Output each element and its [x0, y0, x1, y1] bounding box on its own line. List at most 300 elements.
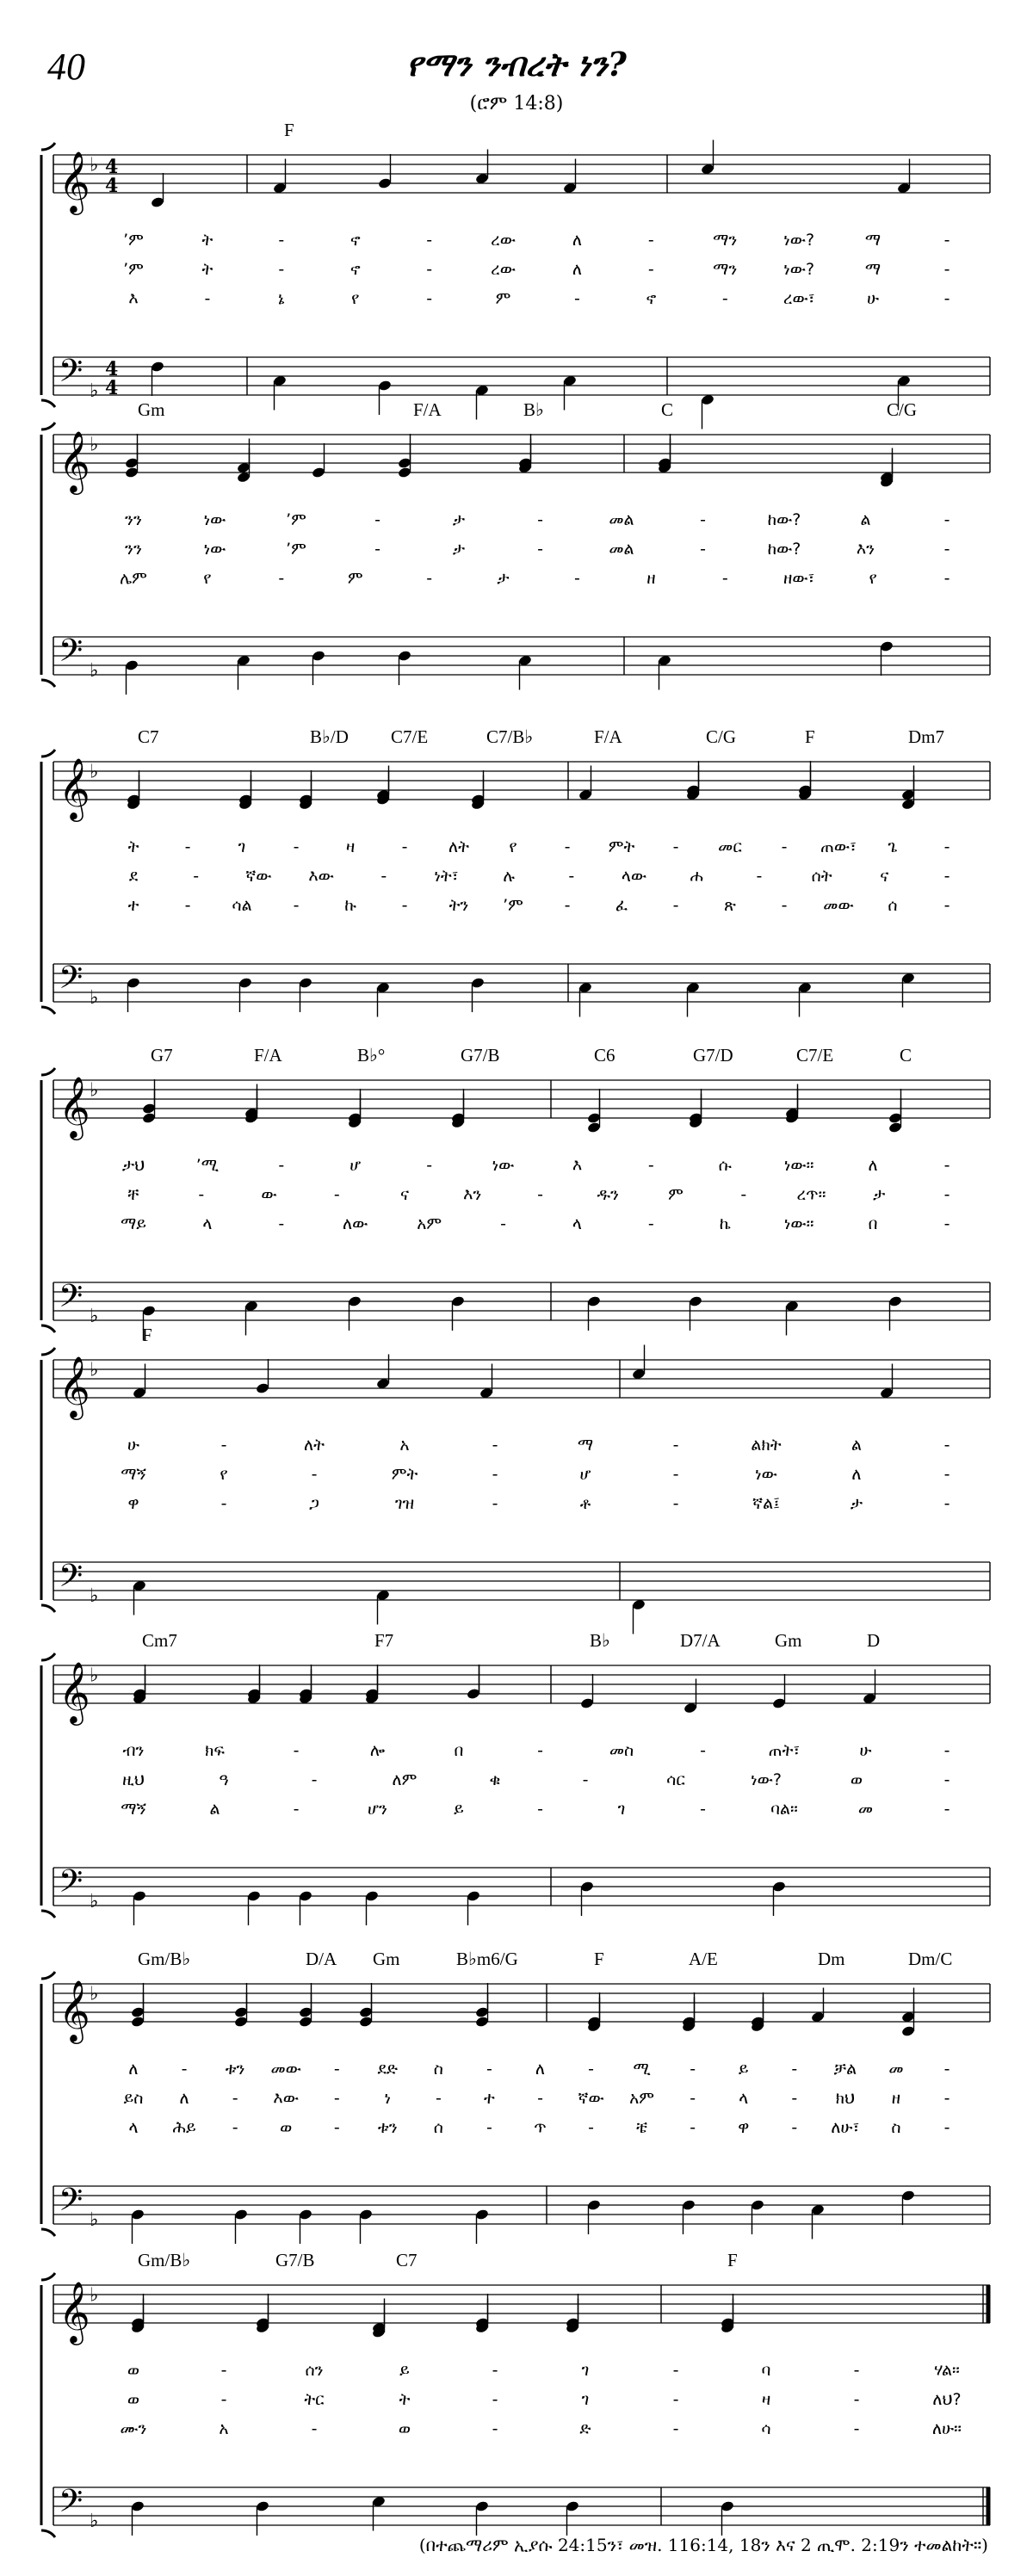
lyric-syllable: ዓ [219, 1770, 229, 1789]
lyric-syllable: - [568, 867, 575, 886]
lyric-syllable: ነው [203, 540, 226, 559]
lyric-syllable: - [582, 1770, 589, 1789]
chord-symbol: Gm/B♭ [138, 1949, 191, 1969]
lyric-syllable: ቼ [636, 2118, 648, 2137]
lyric-syllable: - [588, 2118, 594, 2137]
lyric-syllable: ክህ [835, 2089, 856, 2108]
lyric-syllable: እ [128, 289, 139, 308]
chord-symbol: D7/A [680, 1630, 721, 1651]
lyric-syllable: - [293, 896, 300, 915]
lyric-syllable: - [943, 1465, 950, 1484]
lyric-syllable: - [426, 1156, 433, 1175]
lyric-syllable: ነው። [783, 1214, 814, 1233]
lyric-syllable: ሉ [503, 867, 515, 886]
lyric-syllable: ላ [739, 2089, 749, 2108]
lyric-syllable: ገ [581, 2390, 590, 2409]
lyric-syllable: ለሁ። [931, 2419, 962, 2438]
lyric-syllable: ባ [761, 2361, 771, 2380]
lyric-syllable: ’ሚ [195, 1156, 220, 1175]
chord-symbol: Dm7 [908, 726, 944, 747]
chord-symbol: C7 [396, 2250, 418, 2270]
lyric-syllable: - [943, 867, 950, 886]
bracket-hook [41, 750, 55, 757]
lyric-syllable: - [700, 540, 706, 559]
lyric-syllable: - [943, 837, 950, 856]
lyric-syllable: ታ [497, 569, 510, 588]
lyric-syllable: - [791, 2060, 798, 2079]
lyric-syllable: ት [201, 231, 213, 250]
lyric-syllable: ነው [492, 1156, 515, 1175]
lyric-syllable: ም [668, 1185, 684, 1204]
lyric-syllable: - [537, 540, 543, 559]
lyric-syllable: ቶ [579, 1494, 591, 1513]
key-signature-flat: ♭ [90, 660, 99, 683]
lyric-syllable: ንን [125, 540, 142, 559]
lyric-syllable: - [721, 569, 728, 588]
chord-symbol: Cm7 [142, 1630, 177, 1651]
lyric-syllable: - [943, 2118, 950, 2137]
lyric-syllable: - [564, 837, 571, 856]
chord-symbol: B♭/D [310, 726, 349, 747]
chord-symbol: F [594, 1949, 604, 1969]
lyric-syllable: - [220, 1494, 227, 1513]
chord-symbol: F/A [594, 726, 622, 747]
key-signature-flat: ♭ [90, 1891, 99, 1913]
lyric-syllable: ኔ [278, 289, 285, 308]
lyric-syllable: ለ [868, 1156, 878, 1175]
lyric-syllable: - [943, 289, 950, 308]
lyric-syllable: - [756, 867, 763, 886]
lyric-syllable: ይ [399, 2361, 410, 2380]
lyric-syllable: ደ [128, 867, 139, 886]
chord-symbol: G7/B [275, 2250, 315, 2270]
lyric-syllable: ስ [433, 2060, 443, 2079]
chord-symbol: C7/E [391, 726, 429, 747]
lyric-syllable: ሐ [690, 867, 703, 886]
lyric-syllable: - [700, 1741, 706, 1760]
lyric-syllable: ወ [398, 2419, 411, 2438]
lyric-syllable: ና [880, 867, 889, 886]
chord-symbol: B♭ [590, 1630, 610, 1651]
lyric-syllable: - [672, 896, 679, 915]
lyric-syllable: ታ [452, 510, 466, 529]
lyric-syllable: ነው? [783, 260, 815, 279]
lyric-syllable: - [333, 1185, 340, 1204]
lyric-syllable: በ [868, 1214, 878, 1233]
lyric-syllable: - [293, 1800, 300, 1819]
lyric-syllable: ንን [125, 510, 142, 529]
treble-clef: 𝄞 [59, 757, 90, 819]
key-signature-flat: ♭ [90, 2284, 99, 2307]
lyric-syllable: - [853, 2390, 860, 2409]
lyric-syllable: ል [851, 1436, 863, 1455]
lyric-syllable: ለ [535, 2060, 546, 2079]
lyric-syllable: - [721, 289, 728, 308]
lyric-syllable: መው [823, 896, 854, 915]
lyric-syllable: - [184, 896, 191, 915]
bass-clef: 𝄢 [59, 353, 84, 397]
lyric-syllable: - [647, 231, 654, 250]
lyric-syllable: ዋ [127, 1494, 139, 1513]
treble-clef: 𝄞 [59, 429, 90, 492]
lyric-syllable: ጌ [888, 837, 898, 856]
lyric-syllable: ለው [343, 1214, 368, 1233]
lyric-syllable: - [220, 2390, 227, 2409]
lyric-syllable: - [574, 289, 580, 308]
lyric-syllable: ሳል [232, 896, 252, 915]
lyric-syllable: ዘው፣ [782, 569, 815, 588]
chord-symbol: C7/B♭ [486, 726, 534, 747]
lyric-syllable: ለ [128, 2060, 139, 2079]
lyric-syllable: የ [220, 1465, 228, 1484]
lyric-syllable: - [380, 867, 387, 886]
lyric-syllable: ስ [891, 2118, 901, 2137]
chord-symbol: C [661, 399, 674, 420]
lyric-syllable: በ [454, 1741, 464, 1760]
lyric-syllable: ’ም [286, 540, 306, 559]
lyric-syllable: - [426, 289, 433, 308]
lyric-syllable: መል [609, 540, 634, 559]
bracket-hook [41, 143, 55, 150]
lyric-syllable: - [232, 2089, 238, 2108]
lyric-syllable: - [943, 2060, 950, 2079]
lyric-syllable: ት [201, 260, 213, 279]
lyric-syllable: - [574, 569, 580, 588]
bass-clef: 𝄢 [59, 633, 84, 676]
lyric-syllable: መው [270, 2060, 301, 2079]
lyric-syllable: የ [351, 289, 360, 308]
lyric-syllable: - [374, 510, 380, 529]
lyric-syllable: - [943, 1494, 950, 1513]
chord-symbol: Gm [373, 1949, 400, 1969]
lyric-syllable: ነው? [751, 1770, 782, 1789]
lyric-syllable: - [181, 2060, 188, 2079]
chord-symbol: F/A [254, 1045, 282, 1066]
chord-symbol: D/A [306, 1949, 337, 1969]
lyric-syllable: - [700, 1800, 706, 1819]
lyric-syllable: እ [572, 1156, 583, 1175]
lyric-syllable: - [740, 1185, 747, 1204]
lyric-syllable: እን [463, 1185, 482, 1204]
lyric-syllable: - [781, 896, 788, 915]
time-signature-top: 4 [105, 156, 119, 178]
lyric-syllable: ሆን [368, 1800, 387, 1819]
lyric-syllable: - [401, 837, 408, 856]
lyric-syllable: ዘ [891, 2089, 901, 2108]
lyric-syllable: - [672, 1465, 679, 1484]
lyric-syllable: ትን [448, 896, 469, 915]
chord-symbol: F/A [413, 399, 442, 420]
lyric-syllable: ሳ [761, 2419, 771, 2438]
lyric-syllable: ት [127, 837, 139, 856]
lyric-syllable: ነ [384, 2089, 392, 2108]
lyric-syllable: - [700, 510, 706, 529]
lyric-syllable: እው [273, 2089, 299, 2108]
lyric-syllable: ዛ [761, 2390, 771, 2409]
lyric-syllable: - [333, 2089, 340, 2108]
lyric-syllable: - [943, 1741, 950, 1760]
treble-clef: 𝄞 [59, 1355, 90, 1418]
lyric-syllable: - [311, 1465, 318, 1484]
chord-symbol: G7 [151, 1045, 173, 1066]
lyric-syllable: ምት [391, 1465, 418, 1484]
lyric-syllable: ው [261, 1185, 277, 1204]
lyric-syllable: - [492, 1494, 498, 1513]
lyric-syllable: ረው [491, 231, 516, 250]
lyric-syllable: - [220, 1436, 227, 1455]
lyric-syllable: ና [399, 1185, 410, 1204]
lyric-syllable: - [500, 1214, 506, 1233]
hymn-title: የማን ንብረት ነን? [406, 45, 627, 83]
lyric-syllable: አም [629, 2089, 655, 2108]
lyric-syllable: ኛው [245, 867, 272, 886]
chord-symbol: G7/B [461, 1045, 500, 1066]
lyric-syllable: ዱን [597, 1185, 619, 1204]
lyric-syllable: ማን [713, 231, 738, 250]
lyric-syllable: ለሁ፣ [831, 2118, 860, 2137]
lyric-syllable: ዋ [738, 2118, 750, 2137]
lyric-syllable: ሎ [369, 1741, 386, 1760]
lyric-syllable: ኛል፤ [752, 1494, 780, 1513]
lyric-syllable: - [690, 2089, 696, 2108]
lyric-syllable: ማ [864, 231, 881, 250]
time-signature-bottom: 4 [105, 377, 119, 399]
lyric-syllable: ታህ [121, 1156, 145, 1175]
lyric-syllable: - [943, 1156, 950, 1175]
lyric-syllable: - [690, 2060, 696, 2079]
key-signature-flat: ♭ [90, 154, 99, 176]
lyric-syllable: - [781, 837, 788, 856]
bracket-hook [41, 1068, 55, 1075]
lyric-syllable: - [204, 289, 211, 308]
lyric-syllable: ኛው [578, 2089, 604, 2108]
lyric-syllable: ለ [572, 231, 583, 250]
lyric-syllable: ዚህ [122, 1770, 145, 1789]
lyric-syllable: መ [857, 1800, 874, 1819]
time-signature-bottom: 4 [105, 175, 119, 197]
lyric-syllable: - [198, 1185, 205, 1204]
lyric-syllable: - [690, 2118, 696, 2137]
chord-symbol: Gm [775, 1630, 802, 1651]
lyric-syllable: ይ [738, 2060, 749, 2079]
lyric-syllable: ነት፣ [434, 867, 459, 886]
key-signature-flat: ♭ [90, 1306, 99, 1328]
lyric-syllable: - [426, 231, 433, 250]
lyric-syllable: - [672, 1436, 679, 1455]
lyric-syllable: ’ም [123, 260, 144, 279]
bracket-hook [41, 400, 55, 407]
chord-symbol: F [142, 1325, 152, 1345]
chord-symbol: C7 [138, 726, 159, 747]
lyric-syllable: ሰ [433, 2118, 443, 2137]
lyric-syllable: ተ [127, 896, 139, 915]
bracket-hook [41, 1325, 55, 1332]
bracket-hook [41, 1007, 55, 1014]
bracket-hook [41, 1653, 55, 1660]
lyric-syllable: ዛ [345, 837, 356, 856]
bass-clef: 𝄢 [59, 1278, 84, 1322]
lyric-syllable: - [486, 2118, 492, 2137]
lyric-syllable: - [311, 1770, 318, 1789]
lyric-syllable: ኩ [344, 896, 356, 915]
lyric-syllable: ትር [304, 2390, 325, 2409]
lyric-syllable: - [943, 1436, 950, 1455]
chord-symbol: F [727, 2250, 738, 2270]
lyric-syllable: ል [860, 510, 871, 529]
lyric-syllable: - [311, 2419, 318, 2438]
lyric-syllable: - [278, 231, 285, 250]
chord-symbol: B♭m6/G [456, 1949, 518, 1969]
chord-symbol: C/G [706, 726, 737, 747]
key-signature-flat: ♭ [90, 1983, 99, 2005]
chord-symbol: C [900, 1045, 912, 1066]
bass-clef: 𝄢 [59, 2182, 84, 2226]
treble-clef: 𝄞 [59, 1660, 90, 1723]
lyric-syllable: ሚ [633, 2060, 651, 2079]
lyric-syllable: ባል። [770, 1800, 798, 1819]
lyric-syllable: ታ [873, 1185, 886, 1204]
lyric-syllable: - [492, 2390, 498, 2409]
lyric-syllable: ሁ [867, 289, 880, 308]
lyric-syllable: - [647, 260, 654, 279]
bracket-hook [41, 1348, 55, 1355]
chord-symbol: A/E [689, 1949, 718, 1969]
lyric-syllable: ጋ [309, 1494, 319, 1513]
lyric-syllable: ዘ [646, 569, 656, 588]
lyric-syllable: ገ [238, 837, 246, 856]
lyric-syllable: - [184, 837, 191, 856]
lyric-syllable: ክፍ [205, 1741, 225, 1760]
lyric-syllable: ም [495, 289, 511, 308]
lyric-syllable: ጠት፣ [768, 1741, 801, 1760]
lyric-syllable: ሱ [718, 1156, 732, 1175]
footer-note: (በተጨማሪም ኢያሱ 24:15ን፣ መዝ. 116:14, 18ን እና 2 ጢሞ. 2:19ን ተመልከት።) [418, 2535, 988, 2555]
lyric-syllable: - [791, 2089, 798, 2108]
lyric-syllable: ቁ [489, 1770, 501, 1789]
bass-clef: 𝄢 [59, 960, 84, 1004]
lyric-syllable: ለ [572, 260, 583, 279]
treble-clef: 𝄞 [59, 1979, 90, 2042]
lyric-syllable: ኖ [349, 231, 361, 250]
chord-symbol: B♭° [357, 1045, 386, 1066]
lyric-syllable: ማኝ [121, 1800, 146, 1819]
lyric-syllable: ሳር [666, 1770, 685, 1789]
lyric-syllable: ሆ [579, 1465, 591, 1484]
lyric-syllable: ነው [755, 1465, 777, 1484]
key-signature-flat: ♭ [90, 434, 99, 456]
chord-symbol: F [284, 120, 294, 140]
lyric-syllable: ሃል። [934, 2361, 960, 2380]
chord-symbol: Gm/B♭ [138, 2250, 191, 2270]
lyric-syllable: ለት [304, 1436, 325, 1455]
chord-symbol: C7/E [796, 1045, 834, 1066]
lyric-syllable: አ [219, 2419, 229, 2438]
lyric-syllable: ሁ [127, 1436, 140, 1455]
lyric-syllable: - [435, 2089, 442, 2108]
lyric-syllable: - [374, 540, 380, 559]
lyric-syllable: - [333, 2060, 340, 2079]
lyric-syllable: - [537, 510, 543, 529]
lyric-syllable: - [492, 2361, 498, 2380]
lyric-syllable: ለ [851, 1465, 862, 1484]
treble-clef: 𝄞 [59, 150, 90, 213]
lyric-syllable: ት [399, 2390, 411, 2409]
lyric-syllable: - [672, 837, 679, 856]
lyric-syllable: ሌም [120, 569, 147, 588]
key-signature-flat: ♭ [90, 2511, 99, 2533]
lyric-syllable: ገ [581, 2361, 590, 2380]
key-signature-flat: ♭ [90, 761, 99, 783]
lyric-syllable: ለ [179, 2089, 189, 2108]
lyric-syllable: - [426, 260, 433, 279]
lyric-syllable: ምት [608, 837, 635, 856]
key-signature-flat: ♭ [90, 987, 99, 1010]
lyric-syllable: ሕይ [172, 2118, 196, 2137]
lyric-syllable: ቸ [127, 1185, 139, 1204]
lyric-syllable: መ [888, 2060, 904, 2079]
lyric-syllable: ሰን [305, 2361, 324, 2380]
lyric-syllable: ላው [621, 867, 647, 886]
chord-symbol: Dm/C [908, 1949, 953, 1969]
bracket-hook [41, 1972, 55, 1979]
lyric-syllable: ረው፣ [782, 289, 815, 308]
lyric-syllable: - [426, 569, 433, 588]
key-signature-flat: ♭ [90, 1585, 99, 1608]
lyric-syllable: ል [209, 1800, 220, 1819]
lyric-syllable: ታ [452, 540, 466, 559]
time-signature-top: 4 [105, 358, 119, 380]
lyric-syllable: ማን [713, 260, 738, 279]
lyric-syllable: - [943, 260, 950, 279]
lyric-syllable: ላ [572, 1214, 582, 1233]
lyric-syllable: ጽ [724, 896, 736, 915]
lyric-syllable: - [943, 510, 950, 529]
lyric-syllable: ይስ [123, 2089, 144, 2108]
lyric-syllable: ረጥ። [796, 1185, 826, 1204]
lyric-syllable: አ [399, 1436, 410, 1455]
chord-symbol: Dm [818, 1949, 845, 1969]
lyric-syllable: - [401, 896, 408, 915]
lyric-syllable: - [293, 837, 300, 856]
lyric-syllable: ረው [491, 260, 516, 279]
lyric-syllable: ፈ [615, 896, 628, 915]
lyric-syllable: ’ም [503, 896, 523, 915]
bracket-hook [41, 2273, 55, 2280]
lyric-syllable: ብን [122, 1741, 145, 1760]
bracket-hook [41, 680, 55, 687]
lyric-syllable: - [853, 2361, 860, 2380]
treble-clef: 𝄞 [59, 2280, 90, 2343]
bracket-hook [41, 2229, 55, 2236]
lyric-syllable: - [564, 896, 571, 915]
lyric-syllable: - [943, 896, 950, 915]
lyric-syllable: - [537, 1185, 543, 1204]
lyric-syllable: ’ም [286, 510, 306, 529]
chord-symbol: B♭ [523, 399, 544, 420]
lyric-syllable: ይ [454, 1800, 464, 1819]
lyric-syllable: ቱን [225, 2060, 245, 2079]
lyric-syllable: ሁ [859, 1741, 872, 1760]
lyric-syllable: የ [869, 569, 877, 588]
bass-clef: 𝄢 [59, 1558, 84, 1602]
bass-clef: 𝄢 [59, 1863, 84, 1907]
lyric-syllable: ሰ [888, 896, 898, 915]
lyric-syllable: ገ [617, 1800, 626, 1819]
lyric-syllable: ለህ? [932, 2390, 962, 2409]
lyric-syllable: - [943, 1770, 950, 1789]
lyric-syllable: - [278, 1156, 285, 1175]
lyric-syllable: - [492, 1436, 498, 1455]
